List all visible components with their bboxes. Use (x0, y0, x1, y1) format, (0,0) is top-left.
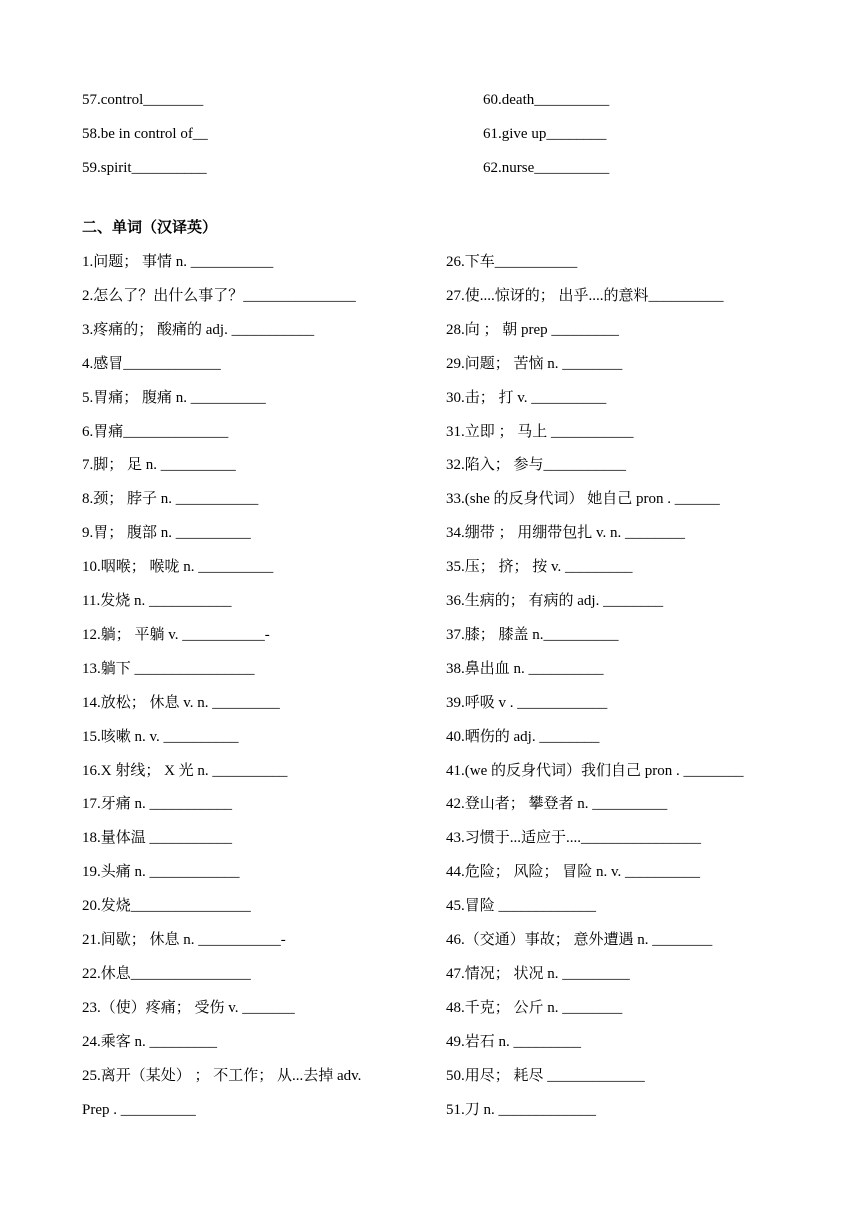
vocab-row (0, 590, 860, 612)
vocab-row (0, 1065, 860, 1087)
vocab-item: 57.control________ (82, 92, 204, 108)
vocab-row (0, 1099, 860, 1121)
vocab-row (0, 556, 860, 578)
vocab-item: 58.be in control of__ (82, 126, 208, 142)
vocab-row (0, 387, 860, 409)
vocab-item: 44.危险； 风险； 冒险 n. v. __________ (446, 864, 701, 881)
vocab-item: 7.脚； 足 n. __________ (82, 457, 236, 474)
vocab-item: 45.冒险 _____________ (446, 898, 597, 915)
vocab-item: 19.头痛 n. ____________ (82, 864, 240, 881)
vocab-row (0, 726, 860, 748)
vocab-item: 60.death__________ (483, 92, 610, 108)
vocab-row (0, 251, 860, 273)
vocab-item: 4.感冒_____________ (82, 355, 221, 372)
vocab-item: 15.咳嗽 n. v. __________ (82, 728, 239, 745)
vocab-row (0, 123, 860, 145)
vocab-item: 8.颈； 脖子 n. ___________ (82, 491, 259, 508)
vocab-item: 40.晒伤的 adj. ________ (446, 728, 600, 745)
section-title: 二、单词（汉译英） (82, 218, 218, 236)
vocab-row (0, 285, 860, 307)
vocab-row (0, 895, 860, 917)
vocab-item: 31.立即 ； 马上 ___________ (446, 423, 634, 440)
vocab-item: 36.生病的； 有病的 adj. ________ (446, 593, 664, 609)
vocab-row (0, 488, 860, 510)
vocab-row (0, 421, 860, 443)
vocab-item: 37.膝； 膝盖 n.__________ (446, 626, 619, 643)
vocab-item: 38.鼻出血 n. __________ (446, 660, 604, 677)
vocab-row (0, 929, 860, 951)
vocab-item: 48.千克； 公斤 n. ________ (446, 999, 623, 1016)
vocab-row (0, 861, 860, 883)
vocab-item: 49.岩石 n. _________ (446, 1033, 582, 1050)
vocab-item: 24.乘客 n. _________ (82, 1033, 218, 1050)
vocab-item: 17.牙痛 n. ___________ (82, 796, 233, 813)
vocab-item: 11.发烧 n. ___________ (82, 593, 232, 609)
vocab-item: 16.X 射线； X 光 n. __________ (82, 762, 288, 779)
vocab-row (0, 793, 860, 815)
vocab-item: 35.压； 挤； 按 v. _________ (446, 559, 633, 576)
vocab-item: 62.nurse__________ (483, 160, 610, 176)
vocab-row (0, 454, 860, 476)
vocab-row (0, 760, 860, 782)
vocab-item: 30.击； 打 v. __________ (446, 389, 607, 406)
vocab-item: 26.下车___________ (446, 254, 578, 270)
vocab-item: 47.情况； 状况 n. _________ (446, 965, 630, 982)
vocab-item: 28.向 ； 朝 prep _________ (446, 321, 619, 338)
vocab-item: 14.放松； 休息 v. n. _________ (82, 694, 280, 711)
vocab-item: 46.（交通）事故； 意外遭遇 n. ________ (446, 932, 713, 948)
vocab-item: 20.发烧________________ (82, 898, 251, 915)
vocab-row (0, 319, 860, 341)
vocab-item: 50.用尽； 耗尽 _____________ (446, 1067, 645, 1084)
vocab-row (0, 522, 860, 544)
vocab-item: 10.咽喉； 喉咙 n. __________ (82, 559, 274, 576)
vocab-item: 18.量体温 ___________ (82, 830, 233, 847)
vocab-row (0, 89, 860, 111)
vocab-item: 42.登山者； 攀登者 n. __________ (446, 796, 668, 813)
vocab-item: 43.习惯于...适应于....________________ (446, 830, 702, 847)
vocab-row (0, 997, 860, 1019)
vocab-item: 6.胃痛______________ (82, 423, 229, 440)
vocab-item: 39.呼吸 v . ____________ (446, 694, 608, 711)
vocab-item: 61.give up________ (483, 126, 607, 142)
vocab-item: 5.胃痛； 腹痛 n. __________ (82, 389, 266, 406)
vocab-item: 2.怎么了？出什么事了？_______________ (82, 287, 356, 304)
vocab-item: 32.陷入； 参与___________ (446, 457, 627, 474)
vocab-row (0, 827, 860, 849)
vocab-row (0, 353, 860, 375)
vocab-item: 25.离开（某处） ； 不工作； 从...去掉 adv. (82, 1067, 362, 1084)
vocab-item: 41.(we 的反身代词）我们自己 pron . ________ (446, 762, 744, 779)
vocab-item: 51.刀 n. _____________ (446, 1101, 597, 1118)
vocab-item: Prep . __________ (82, 1101, 196, 1118)
vocab-row (0, 1031, 860, 1053)
vocab-item: 21.间歇； 休息 n. ___________- (82, 932, 286, 948)
vocab-item: 22.休息________________ (82, 965, 251, 982)
vocab-item: 12.躺； 平躺 v. ___________- (82, 626, 270, 643)
vocab-item: 23.（使）疼痛； 受伤 v. _______ (82, 999, 295, 1016)
vocab-item: 34.绷带 ； 用绷带包扎 v. n. ________ (446, 525, 686, 542)
vocab-item: 13.躺下 ________________ (82, 660, 255, 677)
vocab-item: 33.(she 的反身代词） 她自己 pron . ______ (446, 491, 720, 508)
vocab-row (0, 963, 860, 985)
vocab-item: 27.使....惊讶的； 出乎....的意料__________ (446, 287, 724, 304)
vocab-item: 3.疼痛的； 酸痛的 adj. ___________ (82, 321, 315, 338)
vocab-item: 1.问题； 事情 n. ___________ (82, 254, 274, 270)
vocab-row (0, 658, 860, 680)
vocab-item: 29.问题； 苦恼 n. ________ (446, 355, 623, 372)
vocab-item: 59.spirit__________ (82, 160, 207, 176)
vocab-row (0, 692, 860, 714)
vocab-item: 9.胃； 腹部 n. __________ (82, 525, 251, 542)
vocab-row (0, 157, 860, 179)
vocab-row (0, 624, 860, 646)
